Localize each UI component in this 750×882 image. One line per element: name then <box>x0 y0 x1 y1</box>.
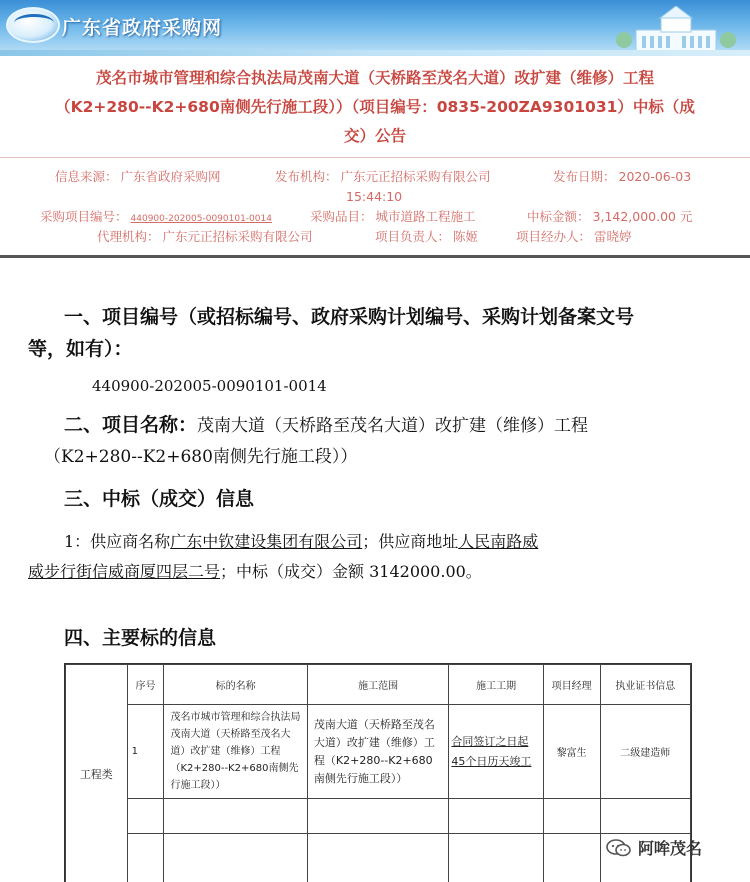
subject-info-table <box>64 663 692 882</box>
row-period <box>449 705 543 799</box>
section-divider <box>0 255 750 258</box>
project-no-label: 采购项目编号： <box>40 209 128 224</box>
amount-value: 3,142,000.00 元 <box>592 209 693 224</box>
title-line-3: 交）公告 <box>343 127 406 145</box>
building-icon <box>616 6 736 52</box>
table-row <box>66 705 691 799</box>
table-row-empty <box>66 799 691 834</box>
winner-prefix: 1：供应商名称 <box>64 532 171 551</box>
watermark <box>606 836 746 864</box>
section-2-value-line-1: 茂南大道（天桥路至茂名大道）改扩建（维修）工程 <box>197 416 589 436</box>
handler-label: 项目经办人： <box>516 229 592 244</box>
section-2-line-1 <box>64 410 588 441</box>
row-manager: 黎富生 <box>543 705 600 799</box>
row-cert: 二级建造师 <box>600 705 690 799</box>
agency-value: 广东元正招标采购有限公司 <box>162 229 313 244</box>
header-subject-name: 标的名称 <box>164 665 307 705</box>
header-cert: 执业证书信息 <box>600 665 690 705</box>
section-3-title: 三、中标（成交）信息 <box>64 488 255 510</box>
handler-value: 雷晓婷 <box>594 229 632 244</box>
date-value: 2020-06-03 <box>618 169 692 184</box>
site-name[interactable]: 广东省政府采购网 <box>62 17 223 39</box>
section-1-title-line-1: 一、项目编号（或招标编号、政府采购计划编号、采购计划备案文号 <box>64 306 635 328</box>
project-no-value[interactable]: 440900-202005-0090101-0014 <box>130 214 272 224</box>
publisher-value: 广东元正招标采购有限公司 <box>340 169 491 184</box>
header-scope: 施工范围 <box>307 665 449 705</box>
source-value: 广东省政府采购网 <box>120 169 221 184</box>
publisher-label: 发布机构： <box>275 169 338 184</box>
watermark-text: 阿哞茂名 <box>638 839 703 858</box>
row-scope: 茂南大道（天桥路至茂名大道）改扩建（维修）工程（K2+280--K2+680南侧先行施工段）） <box>307 705 449 799</box>
category-label: 采购品目： <box>310 209 373 224</box>
row-subject-name: 茂名市城市管理和综合执法局茂南大道（天桥路至茂名大道）改扩建（维修）工程（K2+280--K2+680南侧先行施工段）） <box>164 705 307 799</box>
winner-info-line-2 <box>28 557 482 587</box>
winner-supplier-name: 广东中钦建设集团有限公司 <box>170 532 363 551</box>
winner-address-part-2: 威步行街信威商厦四层二号 <box>28 562 221 581</box>
title-line-2: （K2+280--K2+680南侧先行施工段））（项目编号：0835-200ZA9301031）中标（成 <box>55 98 695 116</box>
site-banner <box>0 0 750 56</box>
winner-address-label: ；供应商地址 <box>362 532 459 551</box>
category-value: 城市道路工程施工 <box>375 209 476 224</box>
winner-info-line-1 <box>64 527 538 557</box>
date-label: 发布日期： <box>553 169 616 184</box>
section-2-label: 二、项目名称： <box>64 414 198 436</box>
header-index: 序号 <box>127 665 164 705</box>
category-cell: 工程类 <box>66 665 128 882</box>
row-index: 1 <box>127 705 164 799</box>
manager-label: 项目负责人： <box>375 229 451 244</box>
source-label: 信息来源： <box>55 169 118 184</box>
time-value: 15:44:10 <box>346 189 403 204</box>
announcement-title-area <box>0 56 750 158</box>
section-1-title-line-2: 等，如有）： <box>28 338 133 360</box>
announcement-meta <box>0 160 750 255</box>
header-period: 施工工期 <box>449 665 543 705</box>
agency-label: 代理机构： <box>97 229 160 244</box>
wechat-icon <box>606 838 632 858</box>
winner-address-part-1: 人民南路威 <box>458 532 539 551</box>
logo-swirl-icon <box>14 14 54 32</box>
header-manager: 项目经理 <box>543 665 600 705</box>
section-1-value: 440900-202005-0090101-0014 <box>92 377 327 395</box>
winner-amount: ；中标（成交）金额 3142000.00。 <box>220 562 482 581</box>
manager-value: 陈姬 <box>453 229 479 244</box>
announcement-title <box>0 56 750 151</box>
row-period-text: 合同签订之日起45个日历天竣工 <box>451 734 532 768</box>
section-2-value-line-2: （K2+280--K2+680南侧先行施工段）） <box>44 447 358 467</box>
table-row-empty <box>66 834 691 882</box>
title-line-1: 茂名市城市管理和综合执法局茂南大道（天桥路至茂名大道）改扩建（维修）工程 <box>95 69 654 87</box>
section-4-title: 四、主要标的信息 <box>64 627 217 649</box>
amount-label: 中标金额： <box>527 209 590 224</box>
